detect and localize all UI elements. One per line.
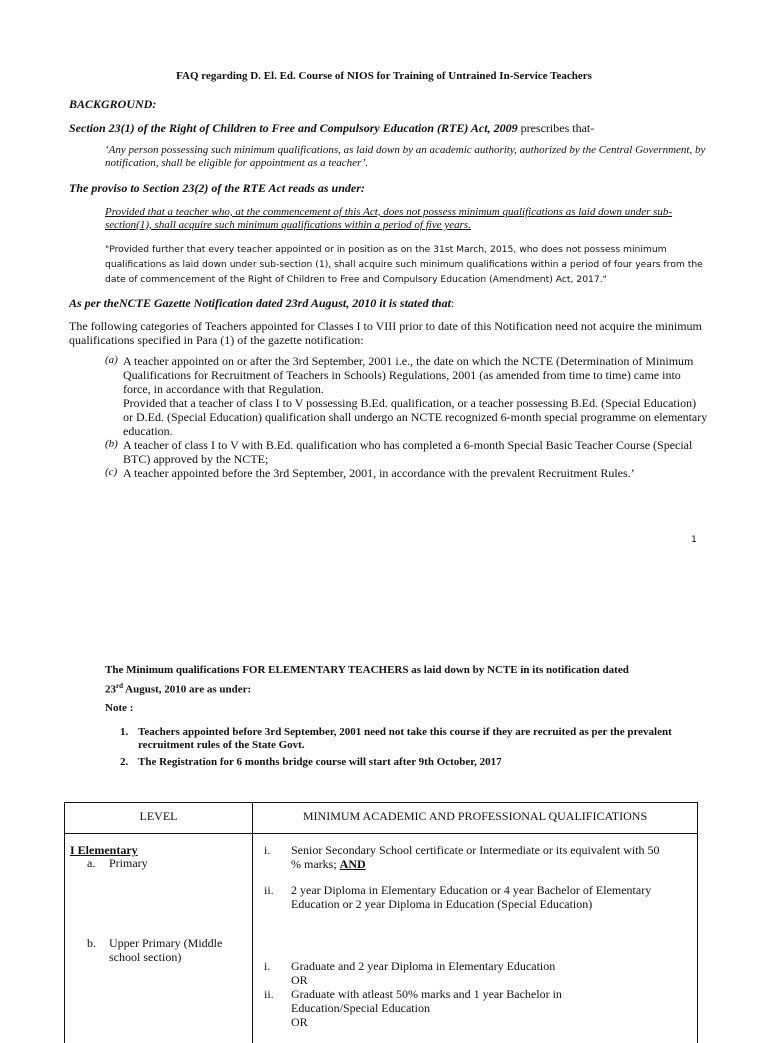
qualification-text-wrap bbox=[291, 843, 664, 871]
level-upper-label: b. bbox=[87, 936, 96, 950]
note-number: 2. bbox=[120, 756, 129, 768]
category-item-c bbox=[105, 466, 709, 480]
primary-qualification bbox=[264, 883, 664, 911]
upper-qualification bbox=[264, 987, 624, 1029]
category-item-a bbox=[105, 354, 709, 396]
level-upper-text: Upper Primary (Middle school section) bbox=[109, 936, 223, 964]
document-title: FAQ regarding D. El. Ed. Course of NIOS for Training of Untrained In-Service Teachers bbox=[176, 70, 592, 82]
qualification-text-wrap bbox=[291, 987, 624, 1029]
proviso-heading: The proviso to Section 23(2) of the RTE Act reads as under: bbox=[69, 181, 365, 195]
category-item-b bbox=[105, 438, 709, 466]
section-prescribes: prescribes that- bbox=[517, 121, 595, 135]
heading-rest: August, 2010 are as under: bbox=[123, 683, 252, 696]
rte-quote: ‘Any person possessing such minimum qualifications, as laid down by an academic authority, authorized by the Central Government, by notification, shall be eligible for appointment as a teacher’. bbox=[105, 144, 706, 169]
note-text: The Registration for 6 months bridge course will start after 9th October, 2017 bbox=[138, 756, 502, 768]
primary-qualification bbox=[264, 843, 664, 871]
qualifications-heading bbox=[105, 664, 715, 697]
ncte-heading-line bbox=[69, 296, 709, 310]
section-line bbox=[69, 121, 709, 135]
amendment-text: "Provided further that every teacher appointed or in position as on the 31st March, 2015, who does not possess minimum qualifications as laid down under sub-section (1), shall acquire such minimum qualifications within a period of four years from the date of commencement of the Right of Children to Free and Compulsory Education (Amendment) Act, 2017." bbox=[105, 244, 703, 285]
level-elementary: I Elementary bbox=[70, 843, 138, 857]
level-primary-label: a. bbox=[87, 856, 96, 870]
category-proviso bbox=[105, 396, 709, 438]
qualification-number: i. bbox=[264, 843, 271, 857]
proviso-text: Provided that a teacher who, at the commencement of this Act, does not possess minimum qualifications as laid down under sub-section(1), shall acquire such minimum qualifications within a period of five years. bbox=[105, 206, 673, 231]
qualification-text: Graduate with atleast 50% marks and 1 year Bachelor in Education/Special Education bbox=[291, 987, 562, 1015]
category-text: A teacher of class I to V with B.Ed. qualification who has completed a 6-month Special Basic Teacher Course (Special BTC) approved by the NCTE; bbox=[123, 438, 693, 466]
categories-intro: The following categories of Teachers appointed for Classes I to VIII prior to date of this Notification need not acquire the minimum qualifications specified in Para (1) of the gazette notification: bbox=[69, 319, 702, 347]
page-number: 1 bbox=[691, 534, 697, 545]
qualifications-heading-line1: The Minimum qualifications FOR ELEMENTARY TEACHERS as laid down by NCTE in its notification dated bbox=[105, 664, 629, 676]
qualification-text: Senior Secondary School certificate or Intermediate or its equivalent with 50 % marks; bbox=[291, 843, 660, 871]
note-text: Teachers appointed before 3rd September, 2001 need not take this course if they are recruited as per the prevalent recruitment rules of the State Govt. bbox=[138, 726, 672, 751]
note-item bbox=[120, 726, 690, 752]
category-label: (c) bbox=[105, 466, 118, 478]
category-label: (b) bbox=[105, 438, 118, 450]
note-number: 1. bbox=[120, 726, 129, 738]
note-item bbox=[120, 756, 690, 769]
heading-day: 23 bbox=[105, 683, 116, 696]
qualification-number: ii. bbox=[264, 883, 274, 897]
ncte-colon: : bbox=[450, 296, 455, 310]
qualification-number: i. bbox=[264, 959, 271, 973]
upper-qualification bbox=[264, 959, 664, 987]
note-list bbox=[120, 726, 690, 769]
category-text: A teacher appointed before the 3rd September, 2001, in accordance with the prevalent Recruitment Rules.’ bbox=[123, 466, 635, 480]
category-list bbox=[105, 354, 709, 480]
level-upper-primary bbox=[87, 936, 247, 964]
category-label: (a) bbox=[105, 354, 118, 366]
background-heading: BACKGROUND: bbox=[69, 97, 157, 111]
heading-sup: rd bbox=[116, 682, 123, 690]
qualifications-table bbox=[64, 802, 698, 1043]
qualifications-heading-line2 bbox=[105, 680, 715, 697]
qualification-number: ii. bbox=[264, 987, 274, 1001]
category-text: A teacher appointed on or after the 3rd September, 2001 i.e., the date on which the NCTE (Determination of Minimum Qualifications for Recruitment of Teachers in Schools) Regulations, 2001 (as amended from time to time) came into force, in accordance with that Regulation. bbox=[123, 354, 694, 396]
ncte-heading: As per theNCTE Gazette Notification dated 23rd August, 2010 it is stated that bbox=[69, 296, 451, 310]
qualification-or: OR bbox=[291, 973, 308, 987]
table-header-divider bbox=[65, 833, 697, 834]
qualification-text: Graduate and 2 year Diploma in Elementary Education bbox=[291, 959, 556, 973]
table-header-level: LEVEL bbox=[139, 809, 178, 823]
qualification-text: 2 year Diploma in Elementary Education or 4 year Bachelor of Elementary Education or 2 year Diploma in Education (Special Education) bbox=[291, 883, 652, 911]
table-column-divider bbox=[252, 803, 253, 1043]
level-primary bbox=[87, 856, 148, 870]
table-header-qualifications: MINIMUM ACADEMIC AND PROFESSIONAL QUALIFICATIONS bbox=[302, 809, 648, 823]
qualification-or: OR bbox=[291, 1015, 308, 1029]
note-label: Note : bbox=[105, 702, 134, 714]
level-primary-text: Primary bbox=[109, 856, 148, 870]
section-reference: Section 23(1) of the Right of Children to Free and Compulsory Education (RTE) Act, 2009 bbox=[69, 121, 518, 135]
category-text: Provided that a teacher of class I to V possessing B.Ed. qualification, or a teacher possessing B.Ed. (Special Education) or D.Ed. (Special Education) qualification shall undergo an NCTE recognized 6-month special programme on elementary education. bbox=[123, 396, 708, 438]
qualification-and: AND bbox=[339, 857, 366, 871]
qualification-text-wrap bbox=[291, 959, 664, 987]
